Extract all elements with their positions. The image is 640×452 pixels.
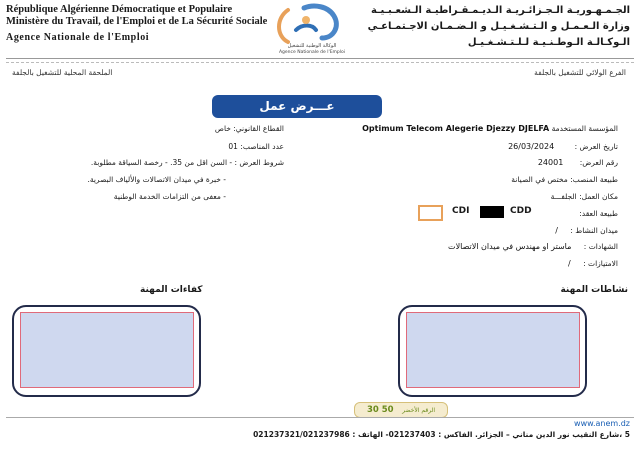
priv-label: الامتيازات : xyxy=(583,259,618,268)
sector-row: القطاع القانوني: خاص xyxy=(214,124,284,133)
logo-caption-fr: Agence Nationale de l'Emploi xyxy=(278,50,346,54)
number-value: 24001 xyxy=(537,158,564,167)
employer-value: Optimum Telecom Alegerie Djezzy DJELFA xyxy=(362,124,550,133)
green-number: 30 50 xyxy=(366,405,394,415)
employer-label: المؤسسة المستخدمة xyxy=(551,124,618,133)
header-agency-fr: Agence Nationale de l'Emploi xyxy=(6,32,150,43)
place-row: مكان العمل: الجلفـــة xyxy=(550,192,618,201)
activities-heading: نشاطات المهنة xyxy=(560,285,628,295)
cdd-checkbox[interactable] xyxy=(480,206,504,218)
number-row xyxy=(538,158,618,167)
field-row xyxy=(555,226,618,235)
date-value: 26/03/2024 xyxy=(508,142,555,151)
contract-row: طبيعة العقد: xyxy=(579,209,618,218)
conditions-row: شروط العرض : - السن اقل من 35. - رخصة السياقة مطلوبة. xyxy=(90,158,284,167)
date-row xyxy=(508,142,618,151)
offer-title: عـــرض عمل xyxy=(212,95,382,118)
subheader-annex: الملحقة المحلية للتشغيل بالجلفة xyxy=(12,68,113,77)
activities-card-content xyxy=(406,312,580,388)
field-value: / xyxy=(555,226,558,235)
header-republic-ar: الجـمـهـوريـة الـجـزائـريـة الـديـمـقـراطيـة الـشعـبـيـة xyxy=(371,5,630,16)
footer-address: 5 ،شارع النقيب نور الدين مناني – الجزائر. الفاكس : 021237403- الهاتف : 021237321/021237986 xyxy=(253,430,630,439)
cert-label: الشهادات : xyxy=(583,242,618,251)
military-row: - معفى من التزامات الخدمة الوطنية xyxy=(113,192,226,201)
experience-row: - خبرة في ميدان الاتصالات والألياف البصرية. xyxy=(87,175,226,184)
cert-row xyxy=(448,242,618,251)
activities-card xyxy=(398,305,587,397)
website-link[interactable]: www.anem.dz xyxy=(574,419,630,428)
cdd-label: CDD xyxy=(510,206,532,216)
skills-card-content xyxy=(20,312,194,388)
cert-value: ماستر او مهندس في ميدان الاتصالات xyxy=(448,242,572,251)
header-republic-fr: République Algérienne Démocratique et Populaire xyxy=(6,4,233,15)
header-ministry-ar: وزارة الـعـمـل و الـتـشـغـيـل و الـضـمـان الاجـتمـاعـي xyxy=(367,21,630,32)
footer-divider xyxy=(6,417,634,418)
header-divider xyxy=(6,58,634,59)
anem-logo xyxy=(274,2,350,54)
posts-row: عدد المناصب: 01 xyxy=(228,142,284,151)
header-french-block xyxy=(6,4,267,44)
cdi-label: CDI xyxy=(452,206,470,216)
position-row: طبيعة المنصب: مختص في الصيانة xyxy=(511,175,618,184)
number-label: رقم العرض: xyxy=(579,158,618,167)
priv-row xyxy=(568,259,618,268)
header-agency-ar: الـوكـالـة الـوطـنـيـة لـلـتـشـغـيـل xyxy=(467,37,630,48)
date-label: تاريخ العرض : xyxy=(574,142,618,151)
subheader-branch: الفرع الولائي للتشغيل بالجلفة xyxy=(534,68,626,77)
green-number-label: الرقم الأخضر xyxy=(402,407,436,414)
header-ministry-fr: Ministère du Travail, de l'Emploi et de La Sécurité Sociale xyxy=(6,16,268,27)
anem-logo-icon xyxy=(274,2,350,54)
priv-value: / xyxy=(568,259,571,268)
green-number-badge xyxy=(354,402,448,418)
logo-caption-ar: الوكالة الوطنية للتشغيل xyxy=(287,43,337,49)
header-divider-dashed xyxy=(6,62,634,63)
field-label: ميدان النشاط : xyxy=(570,226,618,235)
skills-card xyxy=(12,305,201,397)
skills-heading: كفاءات المهنة xyxy=(140,285,203,295)
employer-row xyxy=(362,124,618,133)
cdi-checkbox[interactable] xyxy=(418,205,443,221)
header-arabic-block xyxy=(368,3,630,51)
